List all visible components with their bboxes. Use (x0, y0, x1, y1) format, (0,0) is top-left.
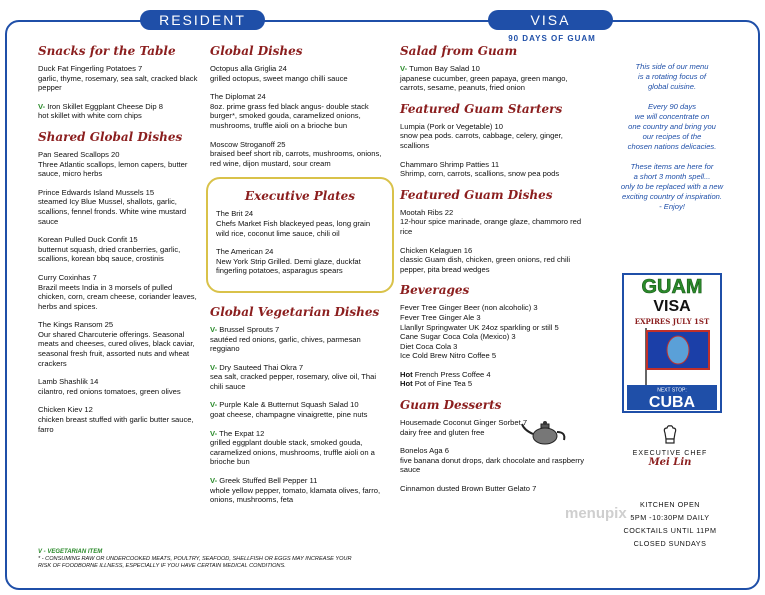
menu-item-title: The Kings Ransom 25 (38, 320, 114, 330)
info-line: - Enjoy! (659, 202, 685, 211)
footer-notes (38, 549, 358, 570)
menu-item-description: sea salt, cracked pepper, rosemary, olive oil, Thai chili sauce (210, 372, 377, 391)
menu-item-description: sautéed red onions, garlic, chives, parmesan reggiano (210, 334, 361, 354)
section-heading: Global Dishes (210, 44, 303, 58)
menu-item-name (38, 320, 200, 330)
menu-item-name (210, 325, 390, 335)
tab-resident[interactable]: RESIDENT (140, 10, 265, 30)
info-line: exciting country of inspiration. (621, 192, 723, 201)
menu-item-description: 12-hour spice marinade, orange glaze, chammoro red rice (400, 217, 582, 236)
menu-item-name (400, 484, 590, 494)
hot-label: Hot (400, 369, 413, 379)
menu-item-title: Mootah Ribs 22 (400, 207, 454, 217)
menu-item-title: Housemade Coconut Ginger Sorbet 7 (400, 418, 528, 428)
menu-item-name (38, 64, 200, 74)
menu-item-title: Tumon Bay Salad 10 (407, 64, 480, 73)
menu-item-name (38, 235, 200, 245)
menu-item-title: Lumpia (Pork or Vegetable) 10 (400, 121, 503, 131)
menu-item[interactable] (216, 247, 384, 276)
column-resident-right (210, 40, 390, 514)
visa-info-text (602, 62, 742, 222)
beverage-item[interactable]: Fever Tree Ginger Ale 3 (400, 312, 481, 322)
guam-visa-badge-icon (622, 273, 722, 413)
menu-item-title: Dry Sauteed Thai Okra 7 (217, 362, 304, 372)
vegetarian-marker: V- (210, 324, 218, 334)
info-line: one country and bring you (628, 122, 716, 131)
menu-item-description: grilled octopus, sweet mango chilli sauce (210, 73, 348, 83)
menu-item-name (38, 377, 200, 387)
info-line: a short 3 month spell... (633, 172, 711, 181)
chef-title: EXECUTIVE CHEF (632, 450, 708, 457)
info-paragraph-1 (602, 62, 742, 92)
column-resident-left (38, 40, 200, 443)
menu-item-title: Pan Seared Scallops 20 (38, 149, 120, 159)
vegetarian-marker: V- (210, 400, 218, 410)
menu-item-title: Moscow Stroganoff 25 (210, 139, 286, 149)
menu-item-description: snow pea pods. carrots, cabbage, celery, ginger, scallions (400, 131, 563, 150)
vegetarian-marker: V- (210, 476, 218, 486)
menu-item-title: Greek Stuffed Bell Pepper 11 (217, 476, 318, 486)
beverage-list (400, 303, 590, 361)
beverage-item[interactable]: Llanllyr Springwater UK 24oz sparkling or still 5 (400, 322, 559, 332)
menu-item-description: Our shared Charcuterie offerings. Seasonal meats and cheeses, cured olives, black caviar, seasonal fresh fruit, assorted nuts and wheat crackers (38, 329, 195, 368)
tab-visa[interactable]: VISA (488, 10, 613, 30)
hours-line: CLOSED SUNDAYS (633, 539, 707, 548)
menu-item-description: Shrimp, corn, carrots, scallions, snow pea pods (400, 169, 560, 179)
section-heading: Featured Guam Starters (400, 101, 563, 116)
section-heading: Shared Global Dishes (38, 129, 183, 144)
menu-item[interactable] (38, 102, 200, 121)
menu-item-name (210, 400, 390, 410)
vegetarian-marker: V- (210, 428, 218, 438)
menu-item-description: grilled eggplant double stack, smoked gouda, caramelized onions, mushrooms, truffle aioli on a brioche bun (210, 438, 375, 467)
info-line: chosen nations delicacies. (627, 142, 717, 151)
menu-item[interactable] (210, 92, 390, 130)
menu-item-name (210, 363, 390, 373)
menu-item[interactable] (216, 209, 384, 238)
menu-item-title: Purple Kale & Butternut Squash Salad 10 (217, 400, 359, 410)
menu-item[interactable] (400, 484, 590, 494)
section-heading: Salad from Guam (400, 44, 518, 58)
menu-item-name (400, 208, 590, 218)
menu-item-title: Chammaro Shrimp Patties 11 (400, 159, 500, 169)
menu-item-description: 8oz. prime grass fed black angus- double stack burger*, smoked gouda, caramelized onions, mushrooms, truffle aioli on a brioche bun (210, 101, 369, 130)
menu-item-name (216, 247, 384, 257)
menu-item-title: The American 24 (216, 247, 274, 257)
section-heading: Guam Desserts (400, 398, 502, 413)
info-line: These items are here for (630, 162, 714, 171)
menu-item-title: Bonelos Aga 6 (400, 446, 449, 456)
hours-line: 5PM -10:30PM DAILY (630, 513, 710, 522)
menu-item-description: hot skillet with white corn chips (38, 111, 142, 121)
badge-guam-text: GUAM (641, 276, 703, 298)
menu-item-title: Prince Edwards Island Mussels 15 (38, 187, 155, 197)
menu-item[interactable] (38, 188, 200, 226)
chef-hat-icon (662, 425, 678, 445)
hot-beverage-list (400, 370, 590, 389)
info-line: only to be replaced with a new (620, 182, 724, 191)
menu-item[interactable] (210, 363, 390, 392)
menu-item[interactable] (400, 160, 590, 179)
menu-item-name (38, 188, 200, 198)
menu-item-title: Korean Pulled Duck Confit 15 (38, 235, 138, 245)
menu-item-title: The Expat 12 (217, 428, 265, 438)
menu-item-name (210, 140, 390, 150)
menu-item[interactable] (38, 235, 200, 264)
chef-name: Mei Lin (648, 457, 692, 468)
footer-warning: * - CONSUMING RAW OR UNDERCOOKED MEATS, POULTRY, SEAFOOD, SHELLFISH OR EGGS MAY INCREASE YOUR RISK OF FOODBORNE ILLNESS, ESPECIALLY IF YOU HAVE CERTAIN MEDICAL CONDITIONS. (38, 556, 352, 569)
menu-item[interactable] (210, 400, 390, 419)
section-heading: Featured Guam Dishes (400, 187, 553, 202)
beverage-item[interactable]: Fever Tree Ginger Beer (non alcoholic) 3 (400, 303, 538, 313)
hot-label: Hot (400, 379, 413, 389)
menu-item-description: garlic, thyme, rosemary, sea salt, cracked black pepper (38, 73, 198, 93)
menu-item[interactable] (210, 325, 390, 354)
info-line: our recipes of the (642, 132, 702, 141)
menu-item[interactable] (210, 429, 390, 467)
hours-line: COCKTAILS UNTIL 11PM (623, 526, 717, 535)
menu-item-title: Chicken Kelaguen 16 (400, 245, 473, 255)
menu-item[interactable] (400, 122, 590, 151)
menu-item-title: Lamb Shashlik 14 (38, 377, 99, 387)
menu-item[interactable] (38, 273, 200, 311)
hot-beverage-title: Pot of Fine Tea 5 (412, 379, 473, 389)
menu-item-description: dairy free and gluten free (400, 427, 485, 437)
menu-item-name (38, 405, 200, 415)
menu-item-title: Chicken Kiev 12 (38, 405, 93, 415)
menu-item[interactable] (210, 476, 390, 505)
menu-item[interactable] (38, 405, 200, 434)
executive-chef (600, 425, 740, 468)
info-line: This side of our menu (635, 62, 709, 71)
menu-item-name (210, 429, 390, 439)
info-paragraph-2 (602, 102, 742, 152)
menu-item-description: cilantro, red onions tomatoes, green olives (38, 386, 181, 396)
menu-item-name (38, 273, 200, 283)
badge-country-text: CUBA (648, 394, 696, 411)
menu-item-name (210, 92, 390, 102)
badge-visa-text: VISA (653, 298, 691, 315)
menu-item-description: japanese cucumber, green papaya, green mango, carrots, sesame, peanuts, fried onion (400, 73, 568, 93)
menu-item-title: Cinnamon dusted Brown Butter Gelato 7 (400, 484, 537, 494)
menu-item[interactable] (400, 208, 590, 237)
info-line: Every 90 days (647, 102, 697, 111)
vegetarian-marker: V- (38, 101, 46, 111)
menu-item[interactable] (400, 64, 590, 93)
menu-item-title: Duck Fat Fingerling Potatoes 7 (38, 64, 143, 73)
menu-item[interactable] (210, 140, 390, 169)
hot-beverage-item[interactable] (400, 379, 590, 389)
hours-line: KITCHEN OPEN (640, 500, 700, 509)
badge-next-text: NEXT STOP: (657, 387, 687, 394)
section-heading: Global Vegetarian Dishes (210, 304, 380, 319)
footer-veg-legend: V - VEGETARIAN ITEM (38, 549, 103, 555)
info-line: is a rotating focus of (638, 72, 706, 81)
badge-expires-text: EXPIRES JULY 1ST (634, 317, 710, 326)
info-line: we will concentrate on (634, 112, 710, 121)
menu-item-name (210, 64, 390, 74)
executive-plates-box (206, 177, 394, 293)
menu-item[interactable] (38, 377, 200, 396)
menu-item-name (400, 122, 590, 132)
info-line: global cuisine. (647, 82, 697, 91)
menu-item-description: five banana donut drops, dark chocolate and raspberry sauce (400, 455, 585, 475)
menu-item-description: goat cheese, champagne vinaigrette, pine nuts (210, 410, 368, 420)
menu-item-title: The Diplomat 24 (210, 92, 266, 102)
hot-beverage-item[interactable] (400, 370, 590, 380)
menu-item-description: butternut squash, dried cranberries, garlic, scallions, korean bbq sauce, crostinis (38, 244, 181, 264)
section-heading: Executive Plates (244, 189, 356, 204)
menu-item-title: Iron Skillet Eggplant Cheese Dip 8 (45, 101, 163, 111)
menu-item-name (38, 102, 200, 112)
menu-item-description: New York Strip Grilled. Demi glaze, duckfat fingerling potatoes, asparagus spears (216, 256, 361, 276)
menu-item[interactable] (38, 150, 200, 179)
menu-item[interactable] (400, 446, 590, 475)
beverage-item[interactable]: Cane Sugar Coca Cola (Mexico) 3 (400, 332, 516, 342)
menu-item-name (38, 150, 200, 160)
vegetarian-marker: V- (210, 362, 218, 372)
teapot-icon (520, 418, 570, 446)
menu-item[interactable] (38, 320, 200, 368)
menu-item-description: Brazil meets India in 3 morsels of pulled chicken, corn, cream cheese, coriander leaves, herbs and spices. (38, 282, 197, 311)
menu-item-name (216, 209, 384, 219)
menu-item[interactable] (38, 64, 200, 93)
menu-item-name (400, 64, 590, 74)
beverage-item[interactable]: Ice Cold Brew Nitro Coffee 5 (400, 351, 497, 361)
info-paragraph-3 (602, 162, 742, 212)
menu-item-title: Octopus alla Griglia 24 (210, 64, 287, 73)
menu-item-name (400, 446, 590, 456)
menu-item-name (400, 246, 590, 256)
hot-beverage-title: French Press Coffee 4 (412, 369, 491, 379)
vegetarian-marker: V- (400, 64, 408, 73)
menu-item-title: Curry Coxinhas 7 (38, 272, 97, 282)
visa-subtitle: 90 DAYS OF GUAM (508, 34, 596, 43)
menu-item-description: Three Atlantic scallops, lemon capers, butter sauce, micro herbs (38, 159, 188, 179)
menu-item[interactable] (210, 64, 390, 83)
menu-item-name (210, 476, 390, 486)
menu-item-description: classic Guam dish, chicken, green onions, red chili pepper, pita bread wedges (400, 255, 571, 274)
menu-item-name (400, 160, 590, 170)
menu-item-description: whole yellow pepper, tomato, klamata olives, farro, onions, mushrooms, feta (210, 485, 381, 505)
menu-item-title: The Brit 24 (216, 209, 254, 219)
menu-item[interactable] (400, 246, 590, 275)
menu-item-description: steamed Icy Blue Mussel, shallots, garlic, scallions, fennel fronds. White wine mustard sauce (38, 197, 187, 226)
menu-item-description: Chefs Market Fish blackeyed peas, long grain wild rice, coconut lime sauce, chili oil (216, 218, 371, 238)
watermark: menupix (565, 505, 627, 522)
section-heading: Beverages (400, 283, 470, 298)
section-heading: Snacks for the Table (38, 44, 176, 58)
beverage-item[interactable]: Diet Coca Cola 3 (400, 341, 458, 351)
menu-item-description: chicken breast stuffed with garlic butter sauce, farro (38, 415, 194, 434)
menu-item-title: Brussel Sprouts 7 (217, 324, 280, 334)
menu-item-description: braised beef short rib, carrots, mushrooms, onions, red wine, dijon mustard, sour cream (210, 149, 382, 168)
